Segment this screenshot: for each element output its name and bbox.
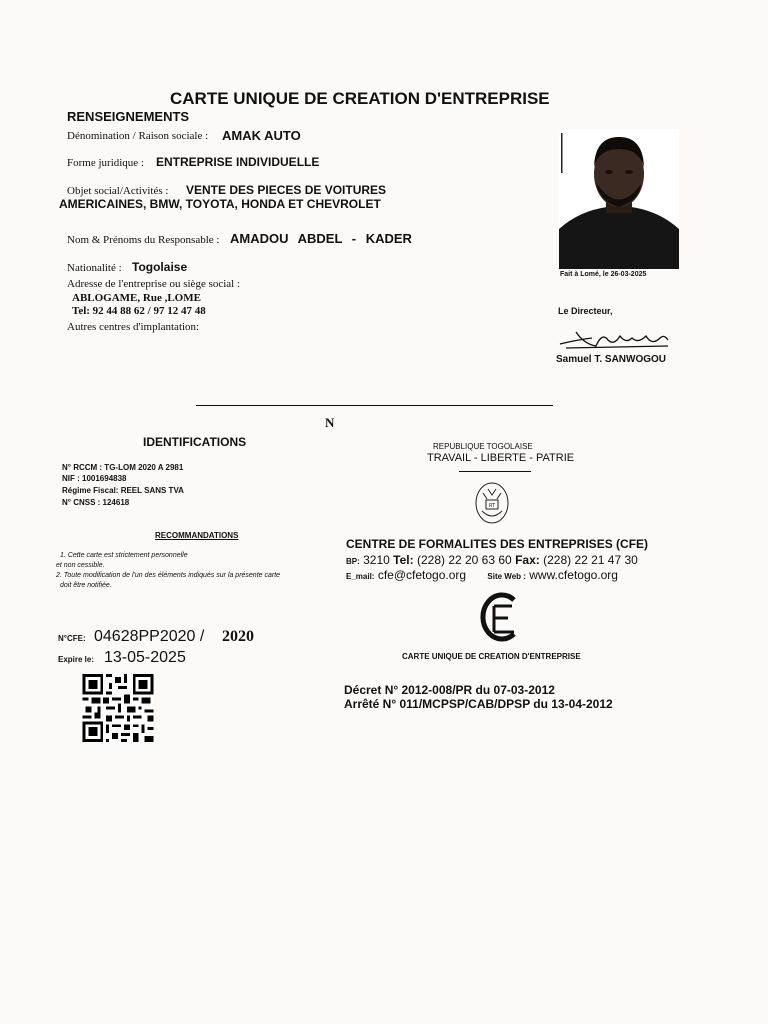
card-title-footer: CARTE UNIQUE DE CREATION D'ENTREPRISE (402, 652, 581, 661)
cnss-number: N° CNSS : 124618 (62, 498, 130, 507)
coat-of-arms-emblem (474, 481, 510, 525)
telephone-value: Tel: 92 44 88 62 / 97 12 47 48 (72, 305, 206, 317)
email-label: E_mail: (346, 572, 375, 581)
cfe-centre-title: CENTRE DE FORMALITES DES ENTREPRISES (CFE) (346, 537, 649, 551)
motto-underline (459, 471, 531, 472)
denomination-label: Dénomination / Raison sociale : (67, 130, 209, 142)
section-divider (196, 405, 553, 406)
responsable-value: AMADOU ABDEL - KADER (230, 231, 412, 246)
director-signature (556, 326, 676, 352)
objet-social-value-2: AMERICAINES, BMW, TOYOTA, HONDA ET CHEVROLET (59, 197, 381, 211)
nif-number: NIF : 1001694838 (62, 474, 127, 483)
cfe-logo (480, 592, 524, 642)
republic-motto: TRAVAIL - LIBERTE - PATRIE (427, 452, 575, 464)
site-web-value: www.cfetogo.org (529, 568, 618, 582)
expire-value: 13-05-2025 (104, 649, 186, 666)
regime-fiscal: Régime Fiscal: REEL SANS TVA (62, 486, 184, 495)
director-name: Samuel T. SANWOGOU (556, 354, 667, 365)
recommandation-line-3: 2. Toute modification de l'un des éléments indiqués sur la présente carte (56, 572, 281, 579)
denomination-value: AMAK AUTO (222, 128, 301, 143)
tel-label: Tel: (393, 553, 414, 567)
arrete-reference: Arrêté N° 011/MCPSP/CAB/DPSP du 13-04-2012 (344, 697, 613, 711)
expire-label: Expire le: (58, 655, 95, 664)
qr-code (82, 674, 154, 742)
bp-label: BP: (346, 557, 360, 566)
recommandation-line-1: 1. Cette carte est strictement personnelle (60, 552, 188, 559)
objet-social-label: Objet social/Activités : (67, 185, 169, 197)
holder-photo (559, 129, 679, 269)
recommandation-line-4: doit être notifiée. (60, 582, 112, 589)
adresse-label: Adresse de l'entreprise ou siège social : (67, 278, 241, 290)
cfe-contact-line (346, 553, 638, 567)
nationalite-value: Togolaise (132, 260, 188, 274)
recommandations-heading: RECOMMANDATIONS (155, 531, 239, 540)
fax-label: Fax: (515, 553, 540, 567)
page-title: CARTE UNIQUE DE CREATION D'ENTREPRISE (170, 89, 550, 108)
nationalite-label: Nationalité : (67, 262, 122, 274)
identifications-heading: IDENTIFICATIONS (143, 435, 247, 449)
forme-juridique-value: ENTREPRISE INDIVIDUELLE (156, 155, 320, 169)
adresse-value: ABLOGAME, Rue ,LOME (72, 292, 201, 304)
email-value: cfe@cfetogo.org (377, 568, 467, 582)
recommandation-line-2: et non cessible. (56, 562, 105, 569)
cfe-number-label: N°CFE: (58, 634, 86, 643)
cfe-web-line (346, 568, 618, 582)
section-heading-renseignements: RENSEIGNEMENTS (67, 109, 190, 124)
republic-name: REPUBLIQUE TOGOLAISE (433, 442, 533, 451)
cfe-number-value: 04628PP2020 / (94, 628, 205, 645)
divider-letter: N (325, 415, 335, 430)
responsable-label: Nom & Prénoms du Responsable : (67, 234, 220, 246)
autres-centres-label: Autres centres d'implantation: (67, 321, 200, 333)
rccm-number: N° RCCM : TG-LOM 2020 A 2981 (62, 463, 184, 472)
director-role: Le Directeur, (558, 306, 613, 316)
forme-juridique-label: Forme juridique : (67, 157, 144, 169)
fax-value: (228) 22 21 47 30 (543, 553, 638, 567)
bp-value: 3210 (363, 553, 390, 567)
cfe-number-year: 2020 (222, 628, 254, 645)
photo-caption: Fait à Lomé, le 26-03-2025 (560, 271, 647, 278)
objet-social-value-1: VENTE DES PIECES DE VOITURES (186, 183, 387, 197)
tel-value: (228) 22 20 63 60 (416, 553, 512, 567)
svg-text:RT: RT (488, 503, 496, 509)
site-web-label: Site Web : (487, 572, 526, 581)
decret-reference: Décret N° 2012-008/PR du 07-03-2012 (344, 683, 555, 697)
portrait-image (559, 129, 679, 269)
